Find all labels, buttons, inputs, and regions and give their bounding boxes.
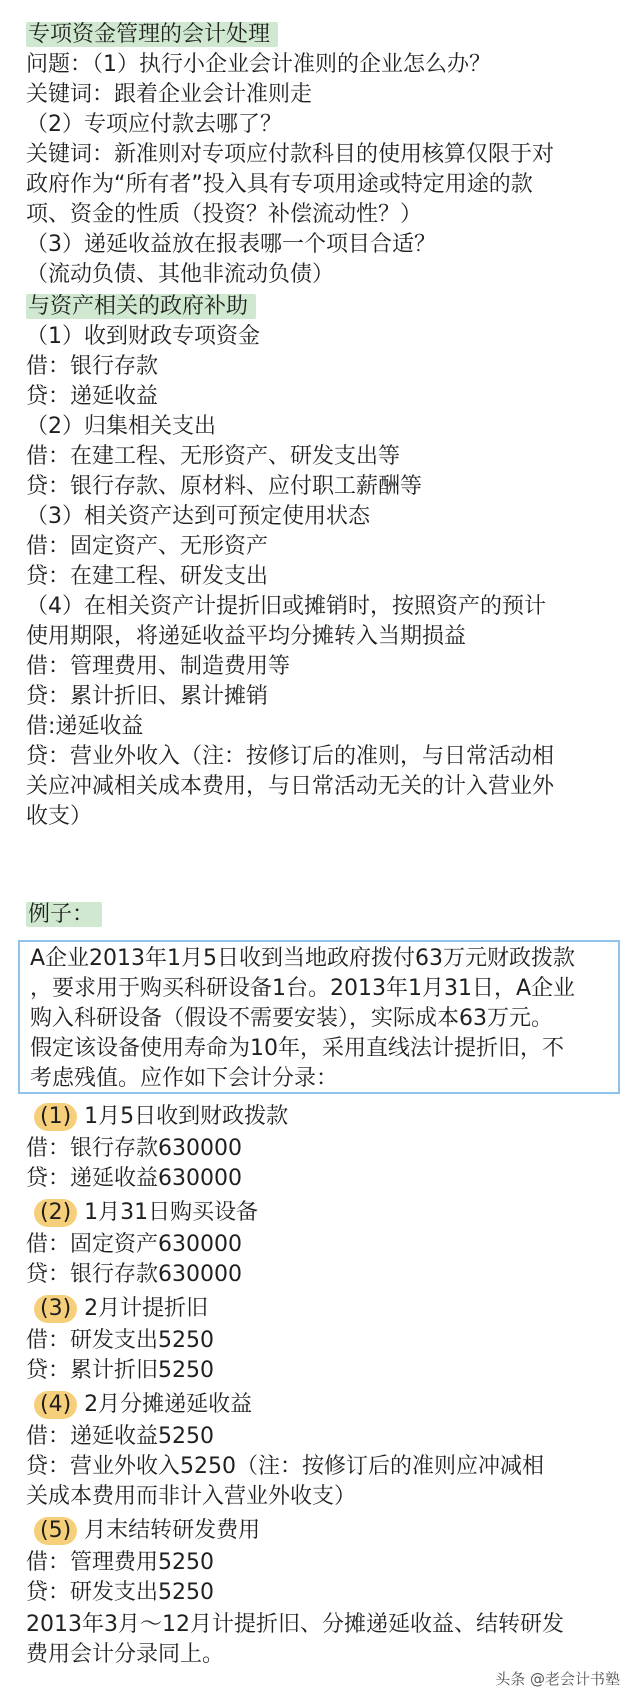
heading-asset-grants: 与资产相关的政府补助 <box>26 292 256 322</box>
step-1-title <box>34 1102 288 1132</box>
text-line: 关应冲减相关成本费用，与日常活动无关的计入营业外 <box>26 774 555 799</box>
text-line: （2）归集相关支出 <box>26 414 216 439</box>
example-line: 考虑残值。应作如下会计分录： <box>30 1066 339 1091</box>
example-line: 假定该设备使用寿命为10年，采用直线法计提折旧，不 <box>30 1036 564 1061</box>
heading-example: 例子： <box>26 900 102 930</box>
watermark: 头条 @老会计书塾 <box>495 1670 620 1688</box>
text-line: 政府作为“所有者”投入具有专项用途或特定用途的款 <box>26 172 533 197</box>
text-line: 收支） <box>26 804 93 829</box>
journal-line: 贷：营业外收入5250（注：按修订后的准则应冲减相 <box>26 1454 544 1479</box>
journal-line: 借：递延收益5250 <box>26 1424 214 1449</box>
journal-line: 借：银行存款630000 <box>26 1136 242 1161</box>
step-5-title <box>34 1516 260 1546</box>
step-number-badge: (4) <box>34 1391 77 1419</box>
step-number-badge: (5) <box>34 1517 77 1545</box>
heading-special-funds: 专项资金管理的会计处理 <box>26 20 278 50</box>
journal-line: 贷：递延收益630000 <box>26 1166 242 1191</box>
step-title-text: 2月计提折旧 <box>84 1296 209 1321</box>
closing-line: 费用会计分录同上。 <box>26 1642 225 1667</box>
journal-line: 贷：研发支出5250 <box>26 1580 214 1605</box>
text-line: （2）专项应付款去哪了？ <box>26 112 282 137</box>
journal-line: 借：研发支出5250 <box>26 1328 214 1353</box>
step-title-text: 1月5日收到财政拨款 <box>84 1104 289 1129</box>
text-line: 贷：银行存款、原材料、应付职工薪酬等 <box>26 474 423 499</box>
journal-line: 借：固定资产630000 <box>26 1232 242 1257</box>
step-title-text: 1月31日购买设备 <box>84 1200 259 1225</box>
example-line: A企业2013年1月5日收到当地政府拨付63万元财政拨款 <box>30 946 576 971</box>
text-line: 关键词：跟着企业会计准则走 <box>26 82 313 107</box>
text-line: （1）收到财政专项资金 <box>26 324 260 349</box>
step-number-badge: (2) <box>34 1199 77 1227</box>
journal-line: 贷：累计折旧5250 <box>26 1358 214 1383</box>
step-number-badge: (3) <box>34 1295 77 1323</box>
text-line: 借:递延收益 <box>26 714 144 739</box>
example-box <box>18 940 620 1094</box>
text-line: 使用期限，将递延收益平均分摊转入当期损益 <box>26 624 467 649</box>
text-line: 借：管理费用、制造费用等 <box>26 654 291 679</box>
step-title-text: 2月分摊递延收益 <box>84 1392 253 1417</box>
text-line: （3）相关资产达到可预定使用状态 <box>26 504 370 529</box>
text-line: 项、资金的性质（投资？补偿流动性？） <box>26 202 423 227</box>
journal-line: 关成本费用而非计入营业外收支） <box>26 1484 357 1509</box>
step-title-text: 月末结转研发费用 <box>84 1518 261 1543</box>
text-line: 贷：在建工程、研发支出 <box>26 564 269 589</box>
text-line: 关键词：新准则对专项应付款科目的使用核算仅限于对 <box>26 142 555 167</box>
text-line: 问题：（1）执行小企业会计准则的企业怎么办？ <box>26 52 491 77</box>
step-2-title <box>34 1198 258 1228</box>
journal-line: 贷：银行存款630000 <box>26 1262 242 1287</box>
step-4-title <box>34 1390 252 1420</box>
step-3-title <box>34 1294 208 1324</box>
step-number-badge: (1) <box>34 1103 77 1131</box>
example-line: 购入科研设备（假设不需要安装），实际成本63万元。 <box>30 1006 553 1031</box>
text-line: 贷：营业外收入（注：按修订后的准则，与日常活动相 <box>26 744 555 769</box>
journal-line: 借：管理费用5250 <box>26 1550 214 1575</box>
text-line: 借：在建工程、无形资产、研发支出等 <box>26 444 401 469</box>
text-line: 借：固定资产、无形资产 <box>26 534 269 559</box>
text-line: （3）递延收益放在报表哪一个项目合适？ <box>26 232 436 257</box>
example-line: ，要求用于购买科研设备1台。2013年1月31日，A企业 <box>30 976 576 1001</box>
text-line: 贷：递延收益 <box>26 384 159 409</box>
closing-line: 2013年3月～12月计提折旧、分摊递延收益、结转研发 <box>26 1612 564 1637</box>
text-line: （流动负债、其他非流动负债） <box>26 262 335 287</box>
text-line: 贷：累计折旧、累计摊销 <box>26 684 269 709</box>
text-line: （4）在相关资产计提折旧或摊销时，按照资产的预计 <box>26 594 546 619</box>
text-line: 借：银行存款 <box>26 354 159 379</box>
